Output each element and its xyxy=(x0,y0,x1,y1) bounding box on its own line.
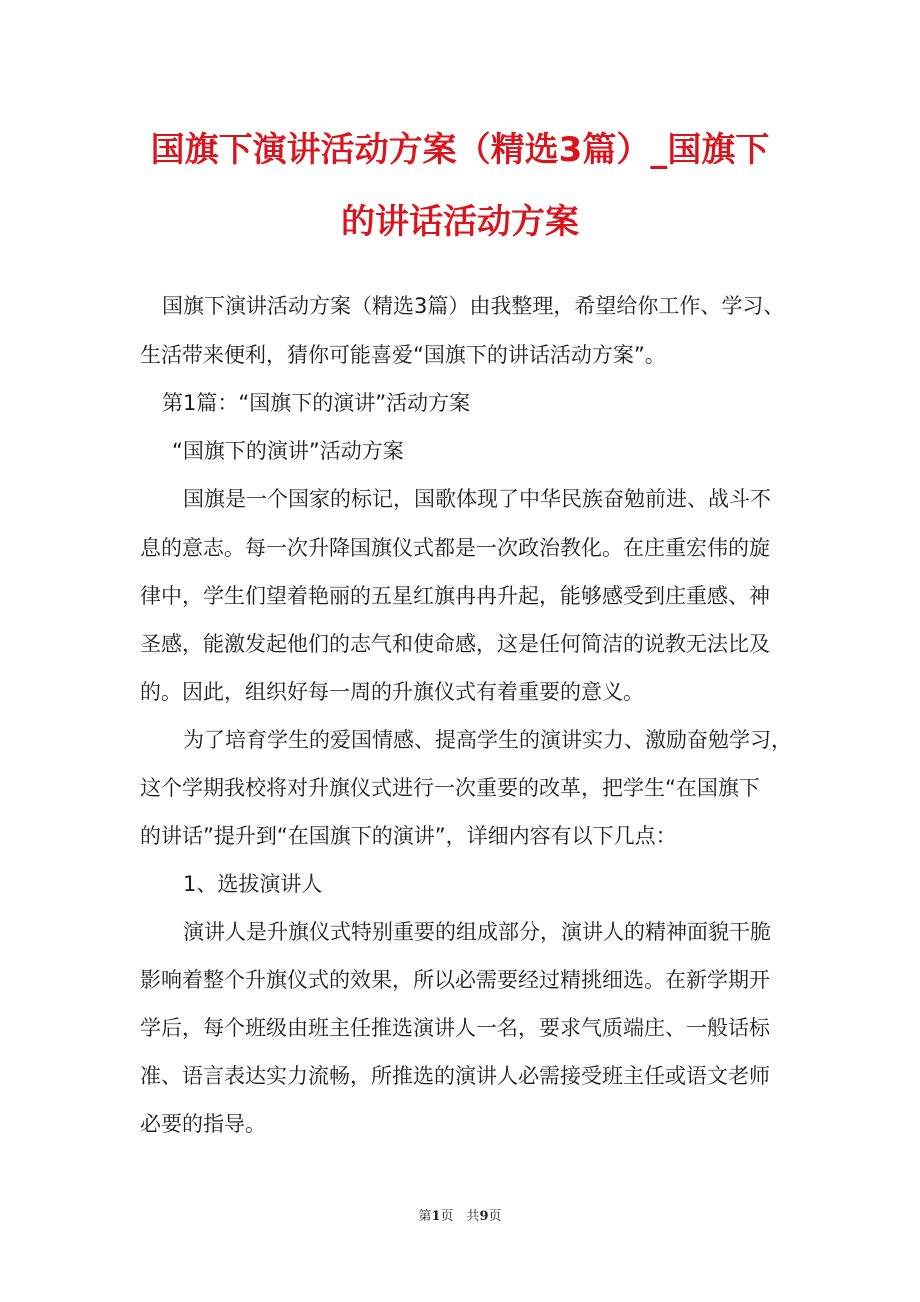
body-line: 的讲话”提升到“在国旗下的演讲”，详细内容有以下几点： xyxy=(140,824,677,848)
body-line: 的。因此，组织好每一周的升旗仪式有着重要的意义。 xyxy=(140,680,644,704)
body-line: 国旗下演讲活动方案（精选3篇）由我整理，希望给你工作、学习、 xyxy=(162,294,785,318)
body-line: 必要的指导。 xyxy=(140,1112,266,1136)
section-subtitle: “国旗下的演讲”活动方案 xyxy=(172,439,404,463)
body-line: 息的意志。每一次升降国旗仪式都是一次政治教化。在庄重宏伟的旋 xyxy=(140,536,770,560)
body-line: 准、语言表达实力流畅，所推选的演讲人必需接受班主任或语文老师 xyxy=(140,1064,770,1088)
body-line: 圣感，能激发起他们的志气和使命感，这是任何简洁的说教无法比及 xyxy=(140,632,770,656)
body-line: 这个学期我校将对升旗仪式进行一次重要的改革，把学生“在国旗下 xyxy=(140,776,760,800)
document-title-line-2: 的讲话活动方案 xyxy=(341,202,579,242)
body-line: 律中，学生们望着艳丽的五星红旗冉冉升起，能够感受到庄重感、神 xyxy=(140,584,770,608)
page-footer xyxy=(0,1205,920,1224)
page-mid: 页 共 xyxy=(440,1209,480,1224)
body-line: 学后，每个班级由班主任推选演讲人一名，要求气质端庄、一般话标 xyxy=(140,1016,770,1040)
section-heading: 第1篇：“国旗下的演讲”活动方案 xyxy=(162,391,471,415)
document-title-line-1: 国旗下演讲活动方案（精选3篇）_国旗下 xyxy=(150,130,770,170)
list-heading: 1、选拔演讲人 xyxy=(183,872,323,896)
page-suffix: 页 xyxy=(488,1209,502,1224)
body-line: 国旗是一个国家的标记，国歌体现了中华民族奋勉前进、战斗不 xyxy=(183,487,771,511)
page-total: 9 xyxy=(479,1209,489,1224)
body-line: 演讲人是升旗仪式特别重要的组成部分，演讲人的精神面貌干脆 xyxy=(183,920,771,944)
page-prefix: 第 xyxy=(418,1209,432,1224)
body-line: 为了培育学生的爱国情感、提高学生的演讲实力、激励奋勉学习， xyxy=(183,728,792,752)
body-line: 影响着整个升旗仪式的效果，所以必需要经过精挑细选。在新学期开 xyxy=(140,968,770,992)
body-line: 生活带来便利，猜你可能喜爱“国旗下的讲话活动方案”。 xyxy=(140,343,666,367)
page-current: 1 xyxy=(431,1209,441,1224)
